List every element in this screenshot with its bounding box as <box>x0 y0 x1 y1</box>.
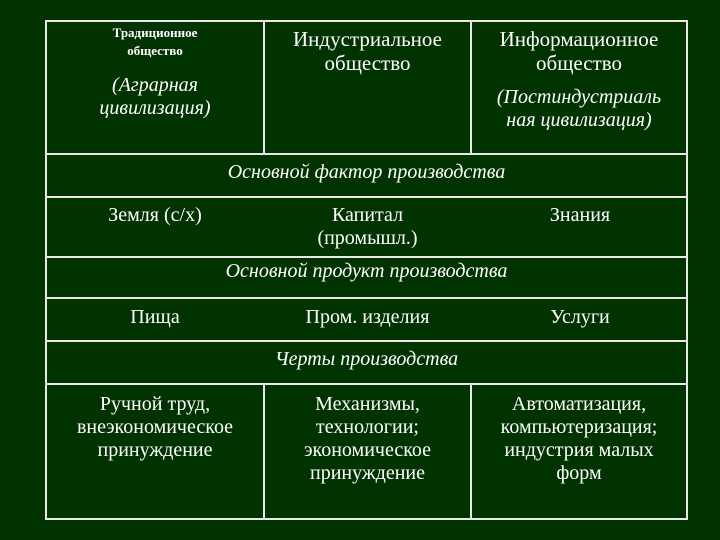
header-information-subtitle <box>472 86 686 132</box>
header-title-line: общество <box>127 42 183 58</box>
row-divider <box>45 196 688 198</box>
cell-line: Ручной труд, <box>99 393 211 415</box>
row-divider <box>45 153 688 155</box>
header-title-line: Информационное <box>499 27 659 51</box>
cell-factor-industrial <box>265 204 470 250</box>
cell-line: компьютеризация; <box>500 416 658 438</box>
header-industrial-title <box>265 27 470 75</box>
cell-factor-information <box>505 204 655 227</box>
header-information-title <box>472 27 686 75</box>
cell-features-industrial <box>265 393 470 485</box>
cell-line: принуждение <box>97 439 213 461</box>
header-traditional-title <box>47 24 263 59</box>
cell-line: индустрия малых <box>504 439 654 461</box>
table-border-bottom <box>45 518 688 520</box>
cell-line: технологии; <box>316 416 419 438</box>
cell-line: Земля (с/х) <box>108 204 202 226</box>
section-heading-features: Черты производства <box>274 348 459 370</box>
cell-line: Пром. изделия <box>305 306 430 328</box>
row-divider <box>45 256 688 258</box>
cell-line: Механизмы, <box>315 393 420 415</box>
row-divider <box>45 297 688 299</box>
header-title-line: Традиционное <box>112 25 198 40</box>
row-divider <box>45 383 688 385</box>
header-title-line: Индустриальное <box>293 27 442 51</box>
cell-line: Услуги <box>550 306 610 328</box>
table-border-top <box>45 20 688 22</box>
cell-line: Пища <box>130 306 180 328</box>
section-heading-product: Основной продукт производства <box>225 260 508 282</box>
header-title-line: общество <box>536 51 622 76</box>
header-title-line: общество <box>324 51 411 76</box>
cell-line: (промышл.) <box>317 227 418 249</box>
cell-line: форм <box>556 462 602 484</box>
header-traditional-subtitle <box>47 74 263 120</box>
cell-line: принуждение <box>310 462 425 484</box>
cell-product-traditional <box>80 306 230 329</box>
cell-product-industrial <box>265 306 470 329</box>
cell-line: Капитал <box>331 204 404 226</box>
cell-line: экономическое <box>303 439 432 461</box>
cell-line: Автоматизация, <box>511 393 647 415</box>
cell-line: внеэкономическое <box>76 416 234 438</box>
header-subtitle-line: (Аграрная <box>112 74 198 96</box>
header-subtitle-line: ная цивилизация) <box>506 109 652 131</box>
table-border-right <box>686 20 688 520</box>
cell-features-information <box>472 393 686 485</box>
cell-line: Знания <box>549 204 611 226</box>
header-subtitle-line: (Постиндустриаль <box>496 86 662 108</box>
cell-factor-traditional <box>80 204 230 227</box>
row-divider <box>45 340 688 342</box>
section-heading-factor: Основной фактор производства <box>227 161 506 183</box>
cell-features-traditional <box>47 393 263 462</box>
header-subtitle-line: цивилизация) <box>99 97 211 119</box>
cell-product-information <box>505 306 655 329</box>
